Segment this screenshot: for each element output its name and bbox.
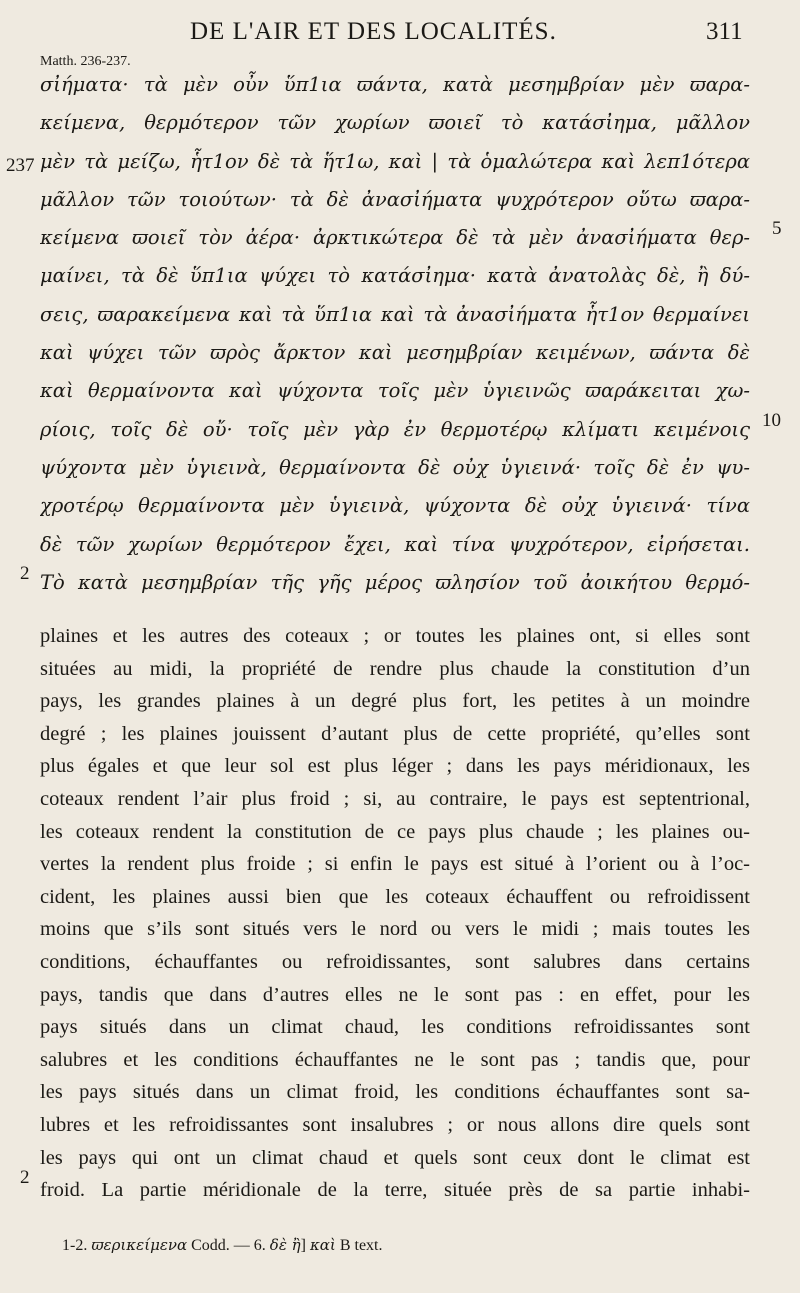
greek-line: κείμενα, θερμότερον τῶν χωρίων ϖοιεῖ τὸ κατάσἰημα, μᾶλλον bbox=[40, 111, 750, 135]
french-line: pays, les grandes plaines à un degré plus fort, les petites à un moindre bbox=[40, 690, 750, 713]
greek-line: σεις, ϖαρακείμενα καὶ τὰ ὕπ1ια καὶ τὰ ἀνασἰήματα ἧτ1ον θερμαίνει bbox=[40, 302, 750, 326]
french-line: froid. La partie méridionale de la terre, située près de sa partie inhabi- bbox=[40, 1179, 750, 1202]
french-line: conditions, échauffantes ou refroidissantes, sont salubres dans certains bbox=[40, 950, 750, 973]
french-line: les coteaux rendent la constitution de ce pays plus chaude ; les plaines ou- bbox=[40, 820, 750, 843]
footnote-greek-word: ϖερικείμενα bbox=[91, 1236, 188, 1254]
page-number: 311 bbox=[706, 18, 743, 45]
footnote-greek-phrase: δὲ ἢ bbox=[269, 1236, 301, 1254]
margin-section-number: 2 bbox=[20, 1167, 30, 1188]
running-title: DE L'AIR ET DES LOCALITÉS. bbox=[190, 18, 557, 45]
french-line: moins que s’ils sont situés vers le nord ou vers le midi ; mais toutes les bbox=[40, 918, 750, 941]
footnote bbox=[62, 1236, 383, 1255]
greek-line: μὲν τὰ μείζω, ἧτ1ον δὲ τὰ ἥτ1ω, καὶ | τὰ ὁμαλώτερα καὶ λεπ1ότερα bbox=[40, 149, 750, 173]
greek-line: καὶ θερμαίνοντα καὶ ψύχοντα τοῖς μὲν ὑγιεινῶς ϖαράκειται χω- bbox=[40, 379, 750, 403]
french-line: les pays qui ont un climat chaud et quels sont ceux dont le climat est bbox=[40, 1146, 750, 1169]
greek-line: Τὸ κατὰ μεσημβρίαν τῆς γῆς μέρος ϖλησίον τοῦ ἀοικήτου θερμό- bbox=[40, 570, 750, 594]
greek-text-block bbox=[40, 66, 750, 602]
greek-line: δὲ τῶν χωρίων θερμότερον ἔχει, καὶ τίνα ψυχρότερον, εἰρήσεται. bbox=[40, 532, 750, 556]
french-line: pays, tandis que dans d’autres elles ne le sont pas : en effet, pour les bbox=[40, 983, 750, 1006]
reference-label: Matth. 236-237. bbox=[40, 54, 131, 69]
french-line: cident, les plaines aussi bien que les coteaux échauffent ou refroidissent bbox=[40, 885, 750, 908]
greek-line: χροτέρῳ θερμαίνοντα μὲν ὑγιεινὰ, ψύχοντα δὲ οὐχ ὑγιεινά· τίνα bbox=[40, 494, 750, 518]
french-line: plus égales et que leur sol est plus léger ; dans les pays méridionaux, les bbox=[40, 755, 750, 778]
french-line: coteaux rendent l’air plus froid ; si, au contraire, le pays est septentrional, bbox=[40, 787, 750, 810]
french-line: plaines et les autres des coteaux ; or toutes les plaines ont, si elles sont bbox=[40, 625, 750, 647]
margin-number-237: 237 bbox=[6, 155, 35, 176]
footnote-ref: 1-2. bbox=[62, 1237, 88, 1254]
french-text-block bbox=[40, 620, 750, 1207]
margin-line-number-5: 5 bbox=[772, 218, 782, 239]
french-line: pays situés dans un climat chaud, les conditions refroidissantes sont bbox=[40, 1016, 750, 1039]
footnote-greek-word: καὶ bbox=[309, 1236, 336, 1254]
greek-line: μαίνει, τὰ δὲ ὕπ1ια ψύχει τὸ κατάσἰημα· κατὰ ἀνατολὰς δὲ, ἢ δύ- bbox=[40, 264, 750, 288]
margin-section-number: 2 bbox=[20, 563, 30, 584]
french-line: vertes la rendent plus froide ; si enfin le pays est situé à l’orient ou à l’oc- bbox=[40, 853, 750, 876]
greek-line: ρίοις, τοῖς δὲ οὔ· τοῖς μὲν γὰρ ἐν θερμοτέρῳ κλίματι κειμένοις bbox=[40, 417, 750, 441]
footnote-text: Codd. — 6. bbox=[191, 1237, 266, 1254]
greek-line: κείμενα ϖοιεῖ τὸν ἀέρα· ἀρκτικώτερα δὲ τὰ μὲν ἀνασἰήματα θερ- bbox=[40, 226, 750, 250]
greek-line: σἰήματα· τὰ μὲν οὖν ὕπ1ια ϖάντα, κατὰ μεσημβρίαν μὲν ϖαρα- bbox=[40, 73, 750, 96]
french-line: lubres et les refroidissantes sont insalubres ; or nous allons dire quels sont bbox=[40, 1113, 750, 1136]
french-line: situées au midi, la propriété de rendre plus chaude la constitution d’un bbox=[40, 657, 750, 680]
margin-line-number-10: 10 bbox=[762, 410, 781, 431]
greek-line: καὶ ψύχει τῶν ϖρὸς ἄρκτον καὶ μεσημβρίαν κειμένων, ϖάντα δὲ bbox=[40, 341, 750, 365]
greek-line: ψύχοντα μὲν ὑγιεινὰ, θερμαίνοντα δὲ οὐχ ὑγιεινά· τοῖς δὲ ἐν ψυ- bbox=[40, 455, 750, 479]
footnote-text: B text. bbox=[339, 1237, 383, 1254]
french-line: salubres et les conditions échauffantes ne le sont pas ; tandis que, pour bbox=[40, 1048, 750, 1071]
french-line: les pays situés dans un climat froid, les conditions échauffantes sont sa- bbox=[40, 1081, 750, 1104]
greek-line: μᾶλλον τῶν τοιούτων· τὰ δὲ ἀνασἰήματα ψυχρότερον οὕτω ϖαρα- bbox=[40, 187, 750, 211]
footnote-bracket: ] bbox=[300, 1237, 306, 1254]
french-line: degré ; les plaines jouissent d’autant plus de cette propriété, qu’elles sont bbox=[40, 722, 750, 745]
